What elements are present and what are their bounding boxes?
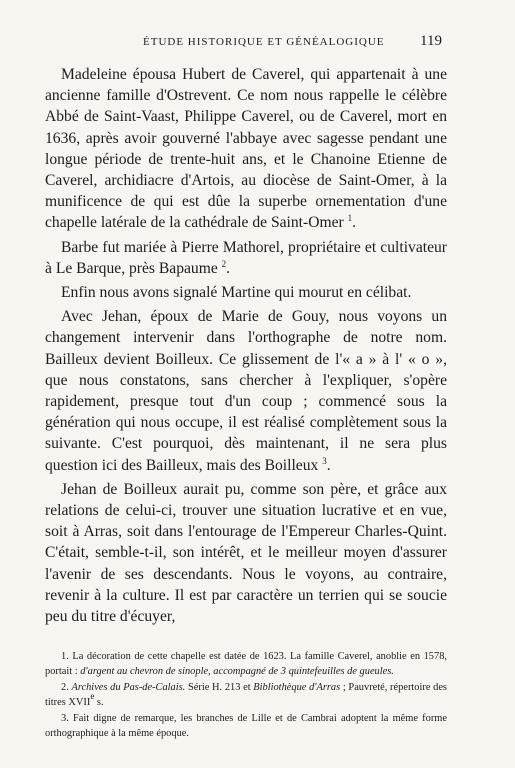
footnote-ref-1[interactable]: 1 xyxy=(347,213,353,224)
footnote-ref-2[interactable]: 2 xyxy=(221,258,227,269)
page-number: 119 xyxy=(420,33,442,49)
footnote-1: 1. La décoration de cette chapelle est datée de 1623. La famille Caverel, anoblie en 1578, portait : d'argent au chevron de sinople, accompagné de 3 quintefeuilles de gueules. xyxy=(45,651,447,677)
running-title: ÉTUDE HISTORIQUE ET GÉNÉALOGIQUE xyxy=(143,36,385,48)
footnote-3: 3. Fait digne de remarque, les branches de Lille et de Cambrai adoptent la même forme orthographique à la même époque. xyxy=(45,713,447,739)
footnote-ref-3[interactable]: 3 xyxy=(322,455,327,466)
main-text xyxy=(45,64,447,630)
footnotes xyxy=(45,650,447,744)
footnote-number: 3. xyxy=(61,713,69,725)
paragraph-martine: Enfin nous avons signalé Martine qui mourut en célibat. xyxy=(61,284,412,302)
footnote-number: 2. xyxy=(61,682,69,694)
footnote-2: 2. Archives du Pas-de-Calais. Série H. 213 et Bibliothèque d'Arras ; Pauvreté, répertoire des titres XVIIe s. xyxy=(45,682,447,708)
paragraph-jehan-orthography: Avec Jehan, époux de Marie de Gouy, nous voyons un changement intervenir dans l'orthographe de notre nom. Bailleux devient Boilleux. Ce glissement de l'« a » à l' « o », que nous constatons, sans chercher à l'expliquer, s'opère rapidement, presque tout d'un coup ; commencé sous la génération qui nous occupe, il est réalisé complètement sous la suivante. C'est pourquoi, dès maintenant, il ne sera plus question ici des Bailleux, mais des Boilleux $^3$. xyxy=(45,308,447,474)
footnote-number: 1. xyxy=(61,651,69,662)
paragraph-barbe: Barbe fut mariée à Pierre Mathorel, propriétaire et cultivateur à Le Barque, près Bapaume $^2$. xyxy=(45,238,447,277)
paragraph-jehan-career: Jehan de Boilleux aurait pu, comme son père, et grâce aux relations de celui-ci, trouver une situation lucrative et en vue, soit à Arras, soit dans l'entourage de l'Empereur Charles-Quint. C'était, semble-t-il, son intérêt, et le meilleur moyen d'assurer l'avenir de ses descendants. Nous le voyons, au contraire, revenir à la culture. Il est par caractère un terrien qui se soucie peu du titre d'écuyer, xyxy=(45,480,447,626)
paragraph-madeleine: Madeleine épousa Hubert de Caverel, qui appartenait à une ancienne famille d'Ostrevent. Ce nom nous rappelle le célèbre Abbé de Saint-Vaast, Philippe Caverel, ou de Caverel, mort en 1636, après avoir gouverné l'abbaye avec sagesse pendant une longue période de trente-huit ans, et le Chanoine Etienne de Caverel, archidiacre d'Artois, au diocèse de Saint-Omer, à la munificence de qui est dûe la superbe ornementation d'une chapelle latérale de la cathédrale de Saint-Omer $^1$. xyxy=(45,66,447,232)
page-header xyxy=(0,33,515,53)
